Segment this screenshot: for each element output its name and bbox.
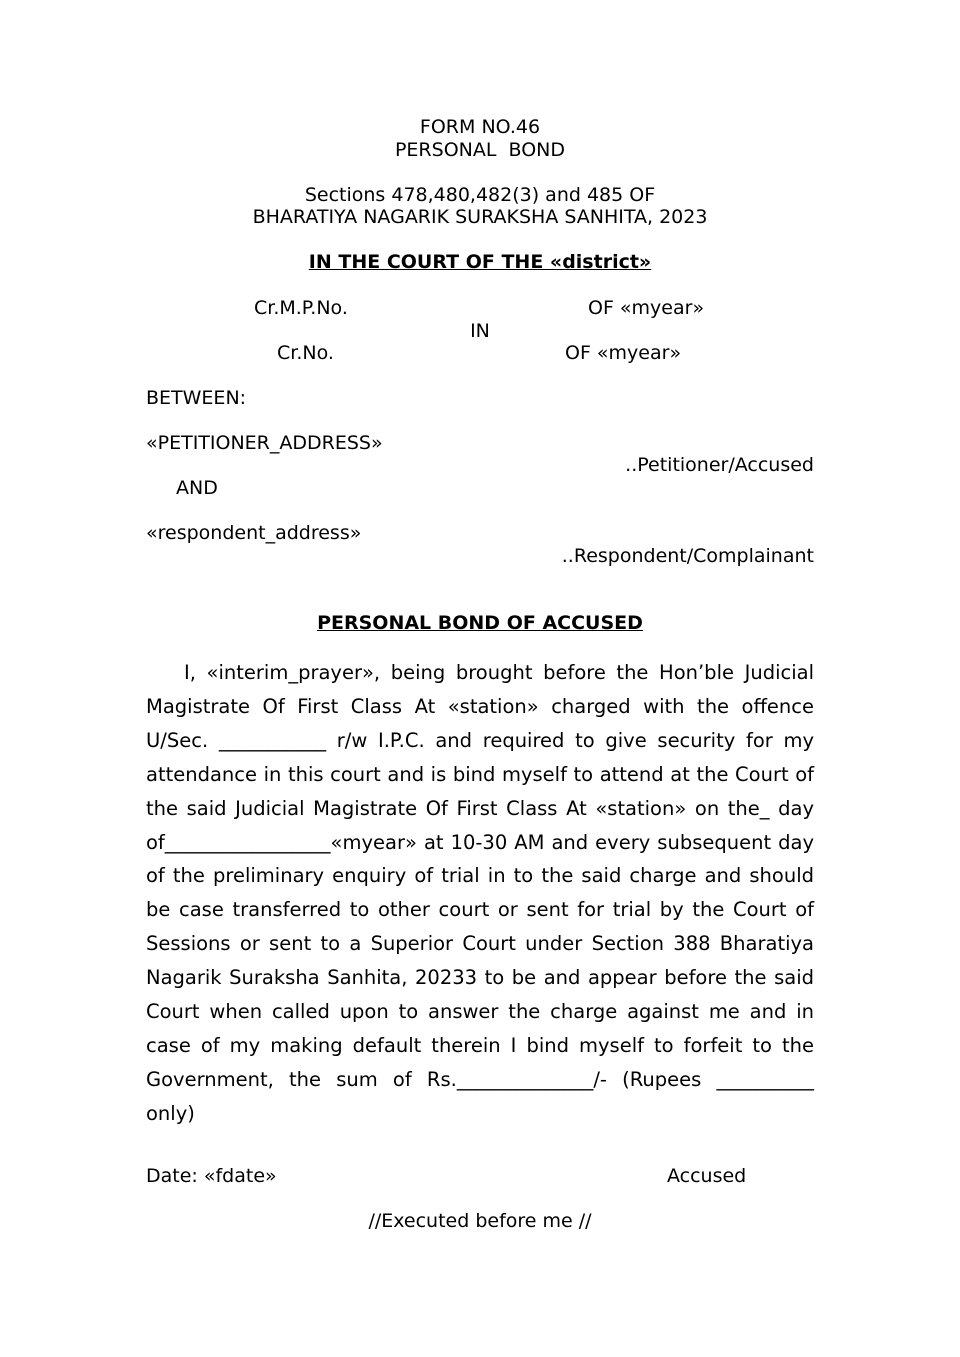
bond-body-text: I, «interim_prayer», being brought before the Hon’ble Judicial Magistrate Of First Class At «station» charged with the offence U/Sec. ___________ r/w I.P.C. and required to give security for my attendance in this court and is bind myself to attend at the Court of the said Judicial Magistrate Of First Class At «station» on the_ day of_________________«myear» at 10-30 AM and every subsequent day of the preliminary enquiry of trial in to the said charge and should be case transferred to other court or sent for trial by the Court of Sessions or sent to a Superior Court under Section 388 Bharatiya Nagarik Suraksha Sanhita, 20233 to be and appear before the said Court when called upon to answer the charge against me and in case of my making default therein I bind myself to forfeit to the Government, the sum of Rs.______________/- (Rupees __________ only) [146,661,814,1125]
petitioner-role: ..Petitioner/Accused [625,454,814,476]
accused-signature-label: Accused [667,1165,747,1187]
respondent-role: ..Respondent/Complainant [561,545,814,567]
form-title: PERSONAL BOND [394,139,566,161]
date-line: Date: «fdate» [146,1165,277,1187]
executed-line: //Executed before me // [368,1210,592,1232]
crmp-label: Cr.M.P.No. [254,297,348,319]
sections-line: Sections 478,480,482(3) and 485 OF [304,184,656,206]
bond-heading: PERSONAL BOND OF ACCUSED [317,612,643,634]
bond-body-paragraph [146,656,814,1131]
between-label: BETWEEN: [146,387,247,409]
form-number: FORM NO.46 [419,116,541,138]
court-heading: IN THE COURT OF THE «district» [308,251,652,273]
act-line: BHARATIYA NAGARIK SURAKSHA SANHITA, 2023 [252,206,708,228]
crmp-year: OF «myear» [588,297,705,319]
crno-label: Cr.No. [277,342,334,364]
respondent-address: «respondent_address» [146,522,362,544]
in-label: IN [470,320,490,342]
and-label: AND [176,477,218,499]
petitioner-address: «PETITIONER_ADDRESS» [146,432,383,454]
crno-year: OF «myear» [565,342,682,364]
